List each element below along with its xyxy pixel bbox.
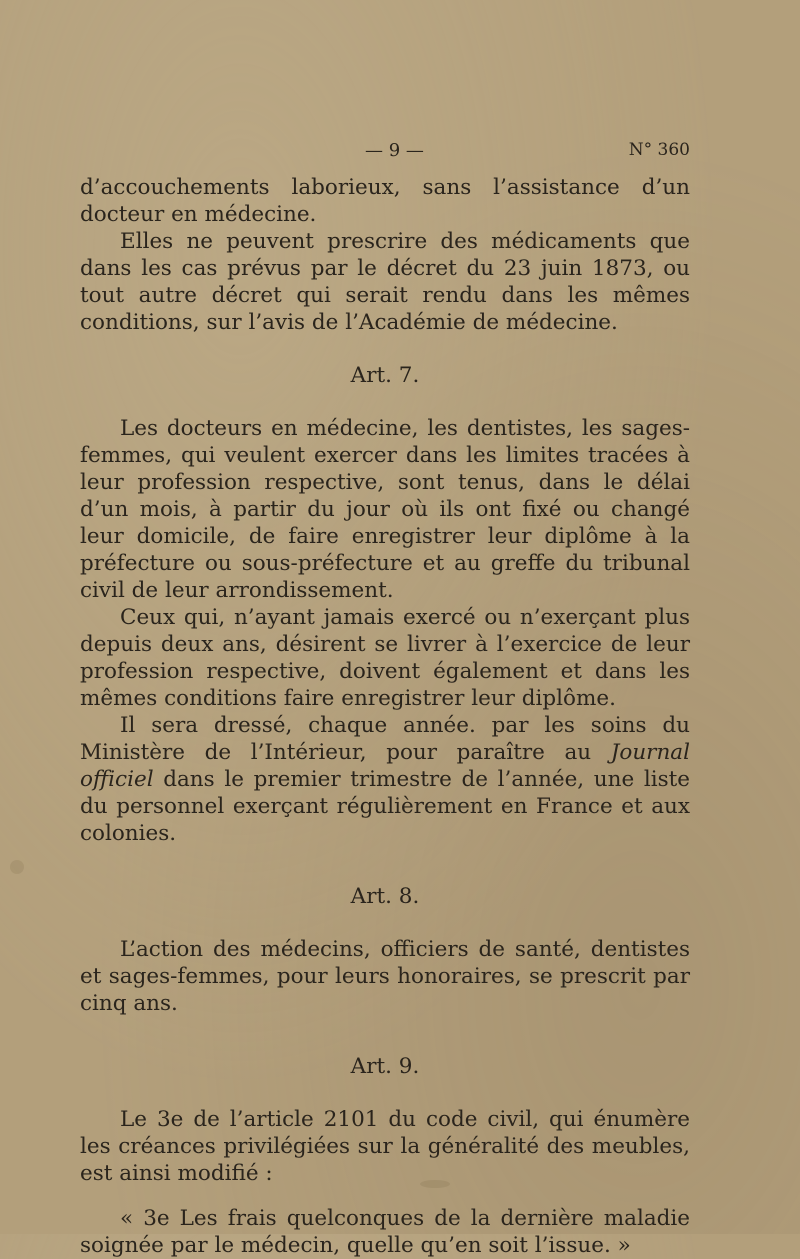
- paragraph: d’accouchements laborieux, sans l’assistance d’un docteur en médecine.: [80, 175, 690, 227]
- page-header: [80, 140, 690, 174]
- paragraph: « 3e Les frais quelconques de la dernière maladie soignée par le médecin, quelle qu’en soit l’issue. »: [80, 1206, 690, 1258]
- paper-stain: [10, 860, 24, 874]
- journal-title: Journal officiel: [80, 740, 690, 792]
- paragraph: L’action des médecins, officiers de santé, dentistes et sages-femmes, pour leurs honoraires, se prescrit par cinq ans.: [80, 937, 690, 1016]
- page-number: — 9 —: [365, 140, 424, 161]
- text-run: Il sera dressé, chaque année. par les soins du Ministère de l’Intérieur, pour paraître au: [80, 713, 690, 765]
- document-page: [80, 140, 690, 1259]
- paragraph: Elles ne peuvent prescrire des médicaments que dans les cas prévus par le décret du 23 juin 1873, ou tout autre décret qui serait rendu dans les mêmes conditions, sur l’avis de l’Académie de médecine.: [80, 229, 690, 335]
- document-number: N° 360: [628, 140, 690, 160]
- article-heading: Art. 9.: [350, 1054, 420, 1079]
- paragraph: Ceux qui, n’ayant jamais exercé ou n’exerçant plus depuis deux ans, désirent se livrer à l’exercice de leur profession respective, doivent également et dans les mêmes conditions faire enregistrer leur diplôme.: [80, 605, 690, 711]
- article-heading: Art. 7.: [350, 363, 420, 388]
- paragraph: Les docteurs en médecine, les dentistes, les sages-femmes, qui veulent exercer dans les limites tracées à leur profession respective, sont tenus, dans le délai d’un mois, à partir du jour où ils ont fixé ou changé leur domicile, de faire enregistrer leur diplôme à la préfecture ou sous-préfecture et au greffe du tribunal civil de leur arrondissement.: [80, 416, 690, 603]
- paragraph: Le 3e de l’article 2101 du code civil, qui énumère les créances privilégiées sur la généralité des meubles, est ainsi modifié :: [80, 1107, 690, 1186]
- text-run: dans le premier trimestre de l’année, une liste du personnel exerçant régulièrement en France et aux colonies.: [80, 767, 690, 846]
- paragraph: [80, 712, 690, 847]
- article-heading: Art. 8.: [350, 884, 420, 909]
